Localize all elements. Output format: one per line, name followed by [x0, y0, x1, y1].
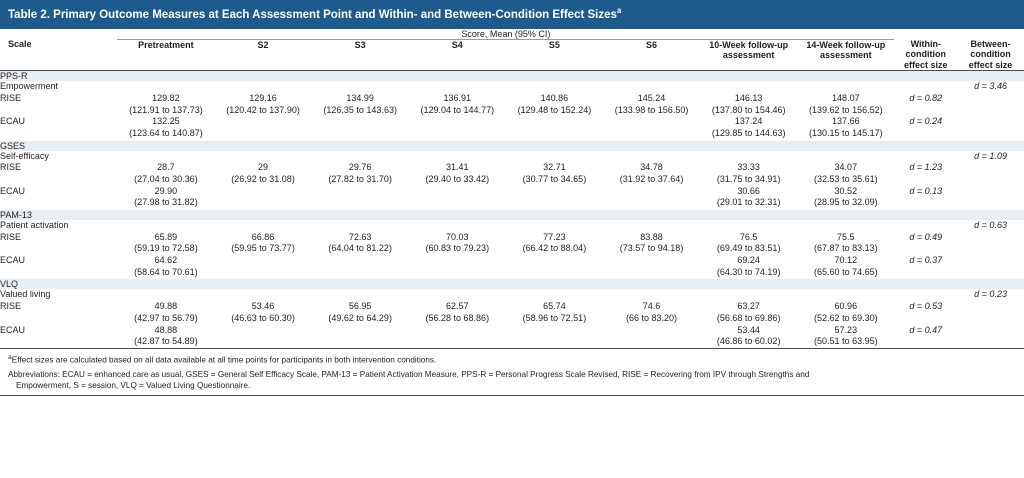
cell-ci: (27.82 to 31.70)	[328, 173, 392, 184]
cell-empty	[603, 255, 700, 279]
cell-mean: 146.13	[734, 92, 763, 103]
table-row	[0, 186, 1024, 210]
cell-mean: 140.86	[540, 92, 569, 103]
section-between-effect-size	[957, 81, 1024, 93]
cell-value	[409, 232, 506, 255]
cell-within-effect-size	[894, 325, 957, 348]
within-effect-size-value: d = 1.23	[909, 162, 943, 173]
cell-ci: (130.15 to 145.17)	[809, 127, 883, 138]
cell-mean: 136.91	[443, 92, 472, 103]
cell-mean: 129.16	[249, 92, 277, 103]
cell-ci: (137.80 to 154.46)	[711, 104, 786, 115]
row-label-ecau: ECAU	[0, 255, 26, 266]
section-subtitle: Empowerment	[0, 81, 59, 92]
cell-mean: 29.76	[348, 162, 372, 173]
cell-ci: (27.98 to 31.82)	[134, 197, 198, 208]
cell-empty	[506, 116, 603, 140]
cell-within-effect-size	[894, 255, 957, 279]
cell-mean: 69.24	[737, 255, 760, 266]
section-subtitle-spacer	[117, 289, 894, 301]
table-row	[0, 301, 1024, 324]
cell-ci: (31.92 to 37.64)	[619, 173, 684, 184]
cell-ci: (27.04 to 30.36)	[134, 173, 198, 184]
cell-value	[409, 93, 506, 116]
row-label-ecau: ECAU	[0, 116, 26, 127]
section-subtitle-row	[0, 289, 1024, 301]
cell-value	[117, 232, 214, 255]
cell-mean: 129.82	[152, 92, 180, 103]
cell-value	[603, 162, 700, 185]
section-between-effect-size-value: d = 3.46	[974, 81, 1007, 92]
table-row	[0, 255, 1024, 279]
cell-empty	[214, 116, 311, 140]
cell-mean: 74.6	[642, 301, 661, 312]
cell-value	[117, 186, 214, 210]
section-subtitle: Valued living	[0, 289, 51, 300]
cell-value	[700, 186, 797, 210]
span-header-spacer-left	[0, 29, 117, 40]
cell-within-effect-size	[894, 93, 957, 116]
cell-mean: 30.66	[737, 185, 760, 196]
cell-value	[700, 93, 797, 116]
section-subtitle-spacer	[117, 220, 894, 232]
cell-ci: (73.57 to 94.18)	[619, 243, 684, 254]
abbreviations-label: Abbreviations:	[8, 369, 60, 379]
cell-between-empty	[957, 162, 1024, 185]
cell-mean: 137.66	[832, 116, 860, 127]
cell-ci: (52.62 to 69.30)	[814, 312, 878, 323]
cell-empty	[603, 325, 700, 348]
cell-empty	[506, 325, 603, 348]
section-band-label: VLQ	[0, 279, 1024, 290]
abbreviations-note	[0, 367, 1024, 395]
cell-ci: (42.97 to 56.79)	[134, 312, 198, 323]
abbreviations-line2: Empowerment, S = session, VLQ = Valued Living Questionnaire.	[16, 380, 251, 390]
cell-empty	[409, 186, 506, 210]
cell-mean: 48.88	[154, 324, 178, 335]
cell-value	[214, 232, 311, 255]
cell-within-effect-size	[894, 232, 957, 255]
cell-empty	[603, 186, 700, 210]
section-subtitle-within-spacer	[894, 151, 957, 163]
cell-empty	[409, 255, 506, 279]
section-subtitle-row	[0, 220, 1024, 232]
table-row	[0, 325, 1024, 348]
cell-value	[117, 301, 214, 324]
section-band-row	[0, 279, 1024, 290]
cell-value	[214, 162, 311, 185]
cell-mean: 70.03	[446, 231, 469, 242]
cell-value	[700, 232, 797, 255]
cell-ci: (26.92 to 31.08)	[231, 173, 295, 184]
cell-value	[603, 232, 700, 255]
cell-ci: (123.64 to 140.87)	[129, 127, 203, 138]
cell-ci: (58.96 to 72.51)	[522, 312, 587, 323]
cell-value	[312, 232, 409, 255]
cell-ci: (59.95 to 73.77)	[231, 243, 295, 254]
column-header-within-condition-effect-size: Within-condition effect size	[894, 39, 957, 71]
cell-value	[117, 93, 214, 116]
cell-value	[700, 301, 797, 324]
cell-mean: 49.88	[154, 301, 178, 312]
row-label-rise: RISE	[0, 92, 22, 103]
cell-ci: (46.63 to 60.30)	[231, 312, 295, 323]
section-subtitle-spacer	[117, 81, 894, 93]
cell-value	[603, 301, 700, 324]
cell-ci: (126.35 to 143.63)	[323, 104, 397, 115]
within-effect-size-value: d = 0.82	[909, 92, 943, 103]
cell-ci: (56.28 to 68.86)	[425, 312, 490, 323]
cell-within-effect-size	[894, 116, 957, 140]
within-effect-size-value: d = 0.37	[909, 255, 943, 266]
section-band-label: PPS-R	[0, 71, 1024, 82]
section-between-effect-size-value: d = 1.09	[974, 150, 1007, 161]
section-subtitle-row	[0, 151, 1024, 163]
cell-value	[797, 162, 894, 185]
cell-mean: 65.89	[154, 231, 178, 242]
cell-mean: 70.12	[834, 255, 858, 266]
cell-value	[506, 301, 603, 324]
row-label-ecau: ECAU	[0, 185, 26, 196]
cell-mean: 134.99	[346, 92, 374, 103]
section-band-row	[0, 71, 1024, 82]
row-label-rise: RISE	[0, 231, 22, 242]
row-label-rise: RISE	[0, 301, 22, 312]
footnote-a-text: Effect sizes are calculated based on all data available at all time points for participants in both intervention conditions.	[11, 355, 437, 365]
cell-ci: (29.40 to 33.42)	[425, 173, 490, 184]
cell-between-empty	[957, 93, 1024, 116]
cell-mean: 32.71	[543, 162, 566, 173]
table-row	[0, 116, 1024, 140]
column-header-s3: S3	[312, 39, 409, 71]
cell-within-effect-size	[894, 162, 957, 185]
cell-value	[117, 162, 214, 185]
cell-value	[312, 301, 409, 324]
cell-value	[700, 325, 797, 348]
cell-between-empty	[957, 186, 1024, 210]
within-effect-size-value: d = 0.47	[909, 324, 943, 335]
cell-ci: (56.68 to 69.86)	[716, 312, 781, 323]
cell-mean: 137.24	[734, 116, 763, 127]
cell-ci: (129.48 to 152.24)	[517, 104, 592, 115]
cell-value	[797, 93, 894, 116]
cell-value	[797, 255, 894, 279]
section-subtitle-within-spacer	[894, 220, 957, 232]
cell-between-empty	[957, 325, 1024, 348]
cell-value	[117, 325, 214, 348]
cell-ci: (133.98 to 156.50)	[614, 104, 689, 115]
span-header-spacer-within	[894, 29, 957, 40]
cell-mean: 76.5	[739, 231, 758, 242]
section-subtitle: Self-efficacy	[0, 150, 49, 161]
cell-empty	[312, 255, 409, 279]
cell-value	[214, 93, 311, 116]
column-header-scale: Scale	[0, 39, 117, 71]
cell-value	[700, 162, 797, 185]
cell-between-empty	[957, 232, 1024, 255]
cell-empty	[409, 325, 506, 348]
cell-ci: (65.60 to 74.65)	[814, 266, 878, 277]
section-between-effect-size-value: d = 0.23	[974, 289, 1007, 300]
cell-mean: 145.24	[637, 92, 666, 103]
cell-mean: 62.57	[446, 301, 469, 312]
section-band-label: PAM-13	[0, 210, 1024, 221]
cell-ci: (32.53 to 35.61)	[814, 173, 878, 184]
section-between-effect-size-value: d = 0.63	[974, 220, 1007, 231]
section-band-label: GSES	[0, 140, 1024, 151]
cell-ci: (49.62 to 64.29)	[328, 312, 392, 323]
column-header-s5: S5	[506, 39, 603, 71]
cell-mean: 56.95	[348, 301, 372, 312]
cell-mean: 34.78	[640, 162, 663, 173]
cell-ci: (66.42 to 88.04)	[522, 243, 587, 254]
row-label-rise: RISE	[0, 162, 22, 173]
cell-empty	[214, 255, 311, 279]
cell-value	[409, 301, 506, 324]
cell-mean: 75.5	[837, 231, 855, 242]
cell-ci: (64.04 to 81.22)	[328, 243, 392, 254]
cell-ci: (121.91 to 137.73)	[129, 104, 203, 115]
within-effect-size-value: d = 0.53	[909, 301, 943, 312]
cell-empty	[506, 186, 603, 210]
cell-empty	[506, 255, 603, 279]
cell-ci: (59.19 to 72.58)	[134, 243, 198, 254]
cell-value	[312, 93, 409, 116]
cell-value	[700, 116, 797, 140]
column-header-pretreatment: Pretreatment	[117, 39, 214, 71]
outcome-measures-table	[0, 29, 1024, 348]
table-row	[0, 232, 1024, 255]
cell-value	[797, 232, 894, 255]
abbreviations-line1: ECAU = enhanced care as usual, GSES = General Self Efficacy Scale, PAM-13 = Patient Activation Measure, PPS-R = Personal Progress Scale Revised, RISE = Recovering from IPV through Strengths and	[62, 369, 810, 379]
section-band-row	[0, 210, 1024, 221]
section-between-effect-size	[957, 289, 1024, 301]
cell-value	[409, 162, 506, 185]
cell-ci: (29.01 to 32.31)	[716, 197, 781, 208]
cell-empty	[312, 186, 409, 210]
section-subtitle-row	[0, 81, 1024, 93]
column-header-row	[0, 39, 1024, 71]
cell-within-effect-size	[894, 301, 957, 324]
span-header-spacer-between	[957, 29, 1024, 40]
cell-ci: (50.51 to 63.95)	[814, 336, 878, 347]
cell-value	[603, 93, 700, 116]
cell-mean: 33.33	[737, 162, 760, 173]
cell-value	[797, 186, 894, 210]
section-between-effect-size	[957, 220, 1024, 232]
cell-ci: (30.77 to 34.65)	[522, 173, 587, 184]
cell-value	[117, 255, 214, 279]
cell-between-empty	[957, 255, 1024, 279]
cell-ci: (129.04 to 144.77)	[420, 104, 495, 115]
span-header-score: Score, Mean (95% CI)	[117, 29, 894, 40]
section-subtitle-within-spacer	[894, 81, 957, 93]
table-title-text: Table 2. Primary Outcome Measures at Each Assessment Point and Within- and Between-Condition Effect Sizes	[8, 8, 617, 21]
cell-within-effect-size	[894, 186, 957, 210]
cell-value	[506, 232, 603, 255]
cell-value	[797, 301, 894, 324]
column-header-14week-followup: 14-Week follow-up assessment	[797, 39, 894, 71]
table-row	[0, 93, 1024, 116]
cell-empty	[214, 186, 311, 210]
cell-value	[797, 116, 894, 140]
cell-mean: 28.7	[157, 162, 175, 173]
cell-mean: 66.86	[251, 231, 275, 242]
column-header-s2: S2	[214, 39, 311, 71]
within-effect-size-value: d = 0.49	[909, 231, 943, 242]
cell-value	[506, 162, 603, 185]
cell-ci: (120.42 to 137.90)	[226, 104, 300, 115]
cell-mean: 132.25	[152, 116, 180, 127]
cell-empty	[312, 325, 409, 348]
cell-value	[117, 116, 214, 140]
cell-value	[506, 93, 603, 116]
row-label-ecau: ECAU	[0, 324, 26, 335]
cell-mean: 63.27	[737, 301, 760, 312]
column-header-s4: S4	[409, 39, 506, 71]
section-subtitle: Patient activation	[0, 220, 69, 231]
cell-mean: 65.74	[543, 301, 566, 312]
table-title	[0, 0, 1024, 29]
cell-mean: 29.90	[154, 185, 178, 196]
cell-mean: 57.23	[834, 324, 858, 335]
cell-mean: 83.88	[640, 231, 663, 242]
cell-ci: (139.62 to 156.52)	[809, 104, 883, 115]
cell-mean: 72.63	[348, 231, 372, 242]
cell-between-empty	[957, 116, 1024, 140]
cell-mean: 31.41	[446, 162, 469, 173]
section-subtitle-within-spacer	[894, 289, 957, 301]
cell-empty	[312, 116, 409, 140]
cell-value	[214, 301, 311, 324]
cell-empty	[214, 325, 311, 348]
cell-ci: (60.83 to 79.23)	[425, 243, 490, 254]
cell-ci: (28.95 to 32.09)	[814, 197, 878, 208]
cell-mean: 30.52	[834, 185, 858, 196]
cell-mean: 60.96	[834, 301, 858, 312]
cell-empty	[603, 116, 700, 140]
cell-mean: 34.07	[834, 162, 858, 173]
cell-ci: (42.87 to 54.89)	[134, 336, 198, 347]
footnote-a-marker: a	[8, 353, 12, 361]
cell-ci: (46.86 to 60.02)	[716, 336, 781, 347]
cell-ci: (64.30 to 74.19)	[716, 266, 781, 277]
cell-mean: 53.44	[737, 324, 760, 335]
table-title-superscript: a	[616, 6, 622, 15]
column-header-between-condition-effect-size: Between-condition effect size	[957, 39, 1024, 71]
cell-mean: 53.46	[251, 301, 275, 312]
cell-ci: (67.87 to 83.13)	[814, 243, 878, 254]
cell-mean: 64.62	[154, 255, 178, 266]
cell-empty	[409, 116, 506, 140]
cell-mean: 148.07	[832, 92, 860, 103]
span-header-row	[0, 29, 1024, 40]
within-effect-size-value: d = 0.24	[909, 116, 943, 127]
cell-ci: (129.85 to 144.63)	[711, 127, 786, 138]
table-row	[0, 162, 1024, 185]
within-effect-size-value: d = 0.13	[909, 185, 943, 196]
cell-between-empty	[957, 301, 1024, 324]
column-header-10week-followup: 10-Week follow-up assessment	[700, 39, 797, 71]
footnote-a	[0, 348, 1024, 367]
section-subtitle-spacer	[117, 151, 894, 163]
cell-value	[797, 325, 894, 348]
section-between-effect-size	[957, 151, 1024, 163]
cell-mean: 77.23	[543, 231, 566, 242]
cell-value	[312, 162, 409, 185]
cell-ci: (31.75 to 34.91)	[716, 173, 781, 184]
section-band-row	[0, 140, 1024, 151]
cell-value	[700, 255, 797, 279]
cell-mean: 29	[258, 162, 269, 173]
column-header-s6: S6	[603, 39, 700, 71]
cell-ci: (69.49 to 83.51)	[716, 243, 781, 254]
cell-ci: (58.64 to 70.61)	[134, 266, 198, 277]
cell-ci: (66 to 83.20)	[626, 312, 678, 323]
table-bottom-rule	[0, 395, 1024, 396]
